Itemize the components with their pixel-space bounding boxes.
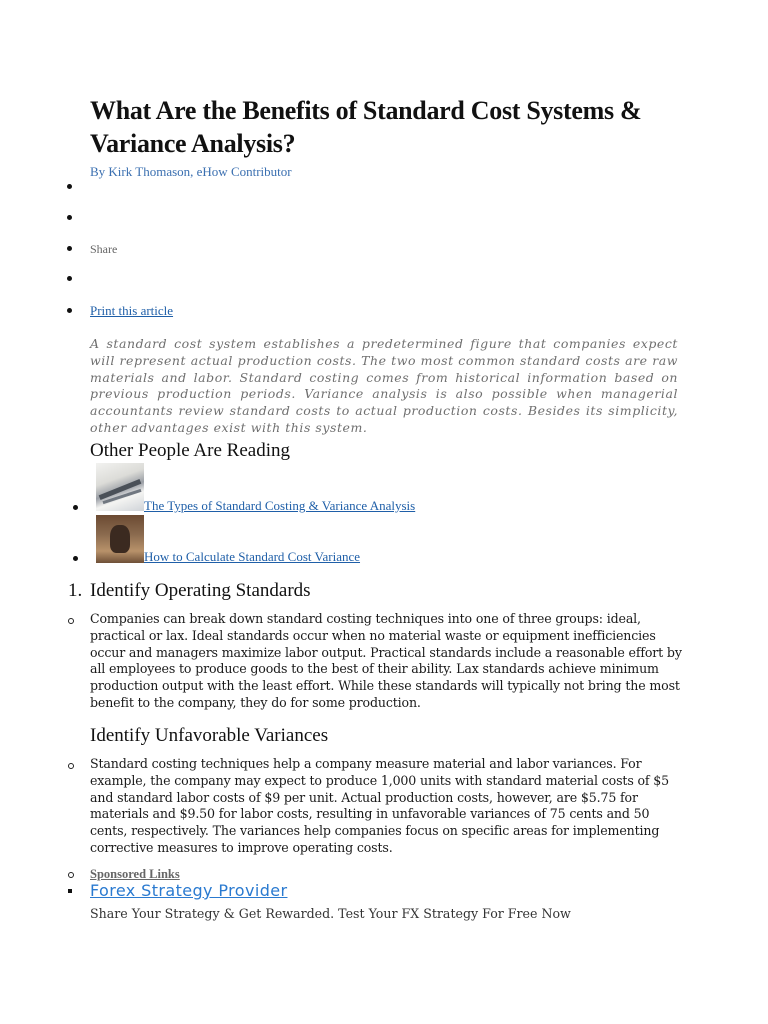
print-article-link[interactable]: Print this article <box>90 303 174 318</box>
related-article-thumbnail[interactable] <box>96 515 144 563</box>
sponsored-links-label[interactable]: Sponsored Links <box>90 867 180 881</box>
ad-description: Share Your Strategy & Get Rewarded. Test Your FX Strategy For Free Now <box>90 906 571 921</box>
list-bullet <box>68 618 74 624</box>
list-bullet <box>67 184 72 189</box>
list-bullet <box>68 889 72 893</box>
share-button[interactable]: Share <box>90 242 118 256</box>
step-heading: Identify Unfavorable Variances <box>90 725 329 746</box>
article-title: What Are the Benefits of Standard Cost Systems & Variance Analysis? <box>90 96 642 158</box>
related-article-thumbnail[interactable] <box>96 463 144 511</box>
other-reading-heading: Other People Are Reading <box>90 440 290 461</box>
step-body: Companies can break down standard costing techniques into one of three groups: ideal, practical or lax. Ideal standards occur when no material waste or equipment inefficiencies occur and managers maximize labor output. Practical standards include a reasonable effort by all employees to produce goods to the best of their ability. Lax standards achieve minimum production output with the least effort. While these standards will typically not bring the most benefit to the company, they do for some production. <box>90 611 682 710</box>
ad-title-link[interactable]: Forex Strategy Provider <box>90 881 288 900</box>
step-number: 1. <box>68 580 83 601</box>
list-bullet <box>67 276 72 281</box>
byline-link[interactable]: By Kirk Thomason, eHow Contributor <box>90 164 292 179</box>
intro-paragraph: A standard cost system establishes a predetermined figure that companies expect will represent actual production costs. The two most common standard costs are raw materials and labor. Standard costing comes from historical information based on previous production periods. Variance analysis is also possible when managerial accountants review standard costs to actual production costs. Besides its simplicity, other advantages exist with this system. <box>90 336 678 435</box>
related-article-link[interactable]: How to Calculate Standard Cost Variance <box>144 549 361 564</box>
list-bullet <box>68 763 74 769</box>
list-bullet <box>67 246 72 251</box>
list-bullet <box>67 308 72 313</box>
related-article-link[interactable]: The Types of Standard Costing & Variance Analysis <box>144 498 416 513</box>
step-body: Standard costing techniques help a company measure material and labor variances. For example, the company may expect to produce 1,000 units with standard material costs of $5 and standard labor costs of $9 per unit. Actual production costs, however, are $5.75 for materials and $9.50 for labor costs, resulting in unfavorable variances of 75 cents and 50 cents, respectively. The variances help companies focus on specific areas for implementing corrective measures to improve operating costs. <box>90 756 670 855</box>
step-heading: Identify Operating Standards <box>90 580 311 601</box>
list-bullet <box>73 505 78 510</box>
list-bullet <box>73 556 78 561</box>
list-bullet <box>67 215 72 220</box>
list-bullet <box>68 872 74 878</box>
